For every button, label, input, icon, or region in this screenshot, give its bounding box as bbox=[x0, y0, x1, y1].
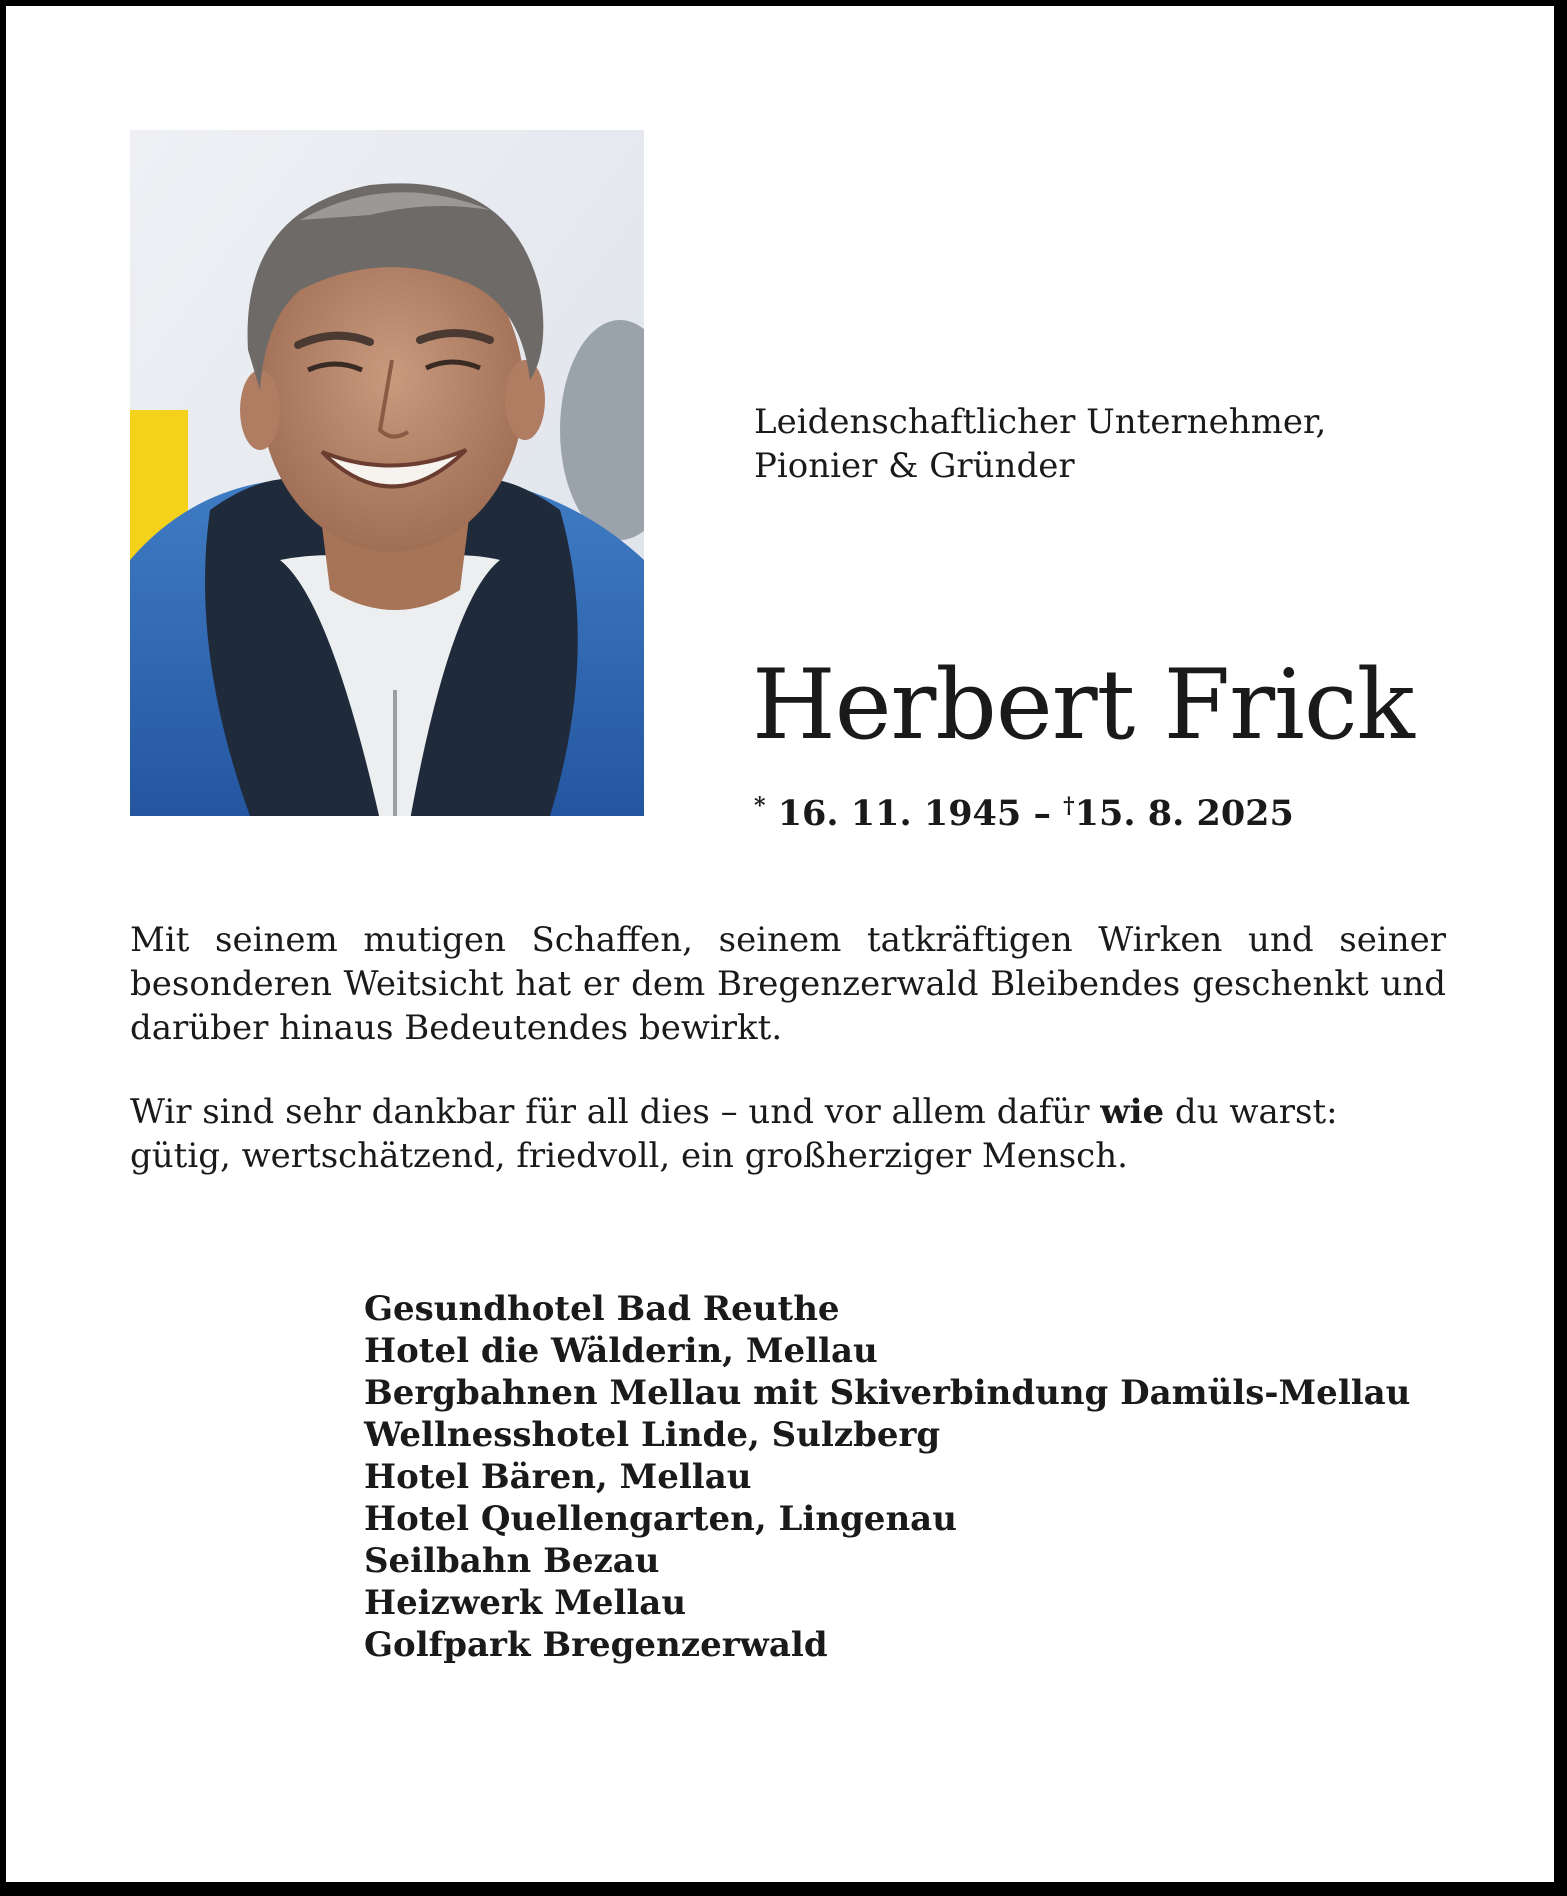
born-symbol: * bbox=[754, 793, 766, 819]
list-item: Golfpark Bregenzerwald bbox=[364, 1625, 828, 1665]
list-item: Gesundhotel Bad Reuthe bbox=[364, 1289, 840, 1329]
tribute-paragraph-2-end: du warst: gütig, wertschätzend, friedvoll, ein großherziger Mensch. bbox=[130, 1092, 1338, 1176]
list-item: Hotel Quellengarten, Lingenau bbox=[364, 1499, 957, 1539]
list-item: Heizwerk Mellau bbox=[364, 1583, 687, 1623]
tribute-emphasis: wie bbox=[1100, 1092, 1165, 1132]
life-dates bbox=[754, 784, 1294, 836]
subtitle-line-1: Leidenschaftlicher Unternehmer, bbox=[754, 402, 1327, 442]
tribute-text bbox=[130, 918, 1446, 1218]
list-item: Wellnesshotel Linde, Sulzberg bbox=[364, 1415, 941, 1455]
date-separator: – bbox=[1033, 793, 1051, 834]
died-symbol: † bbox=[1063, 793, 1075, 819]
portrait-photo bbox=[130, 130, 644, 816]
death-date: 15. 8. 2025 bbox=[1074, 793, 1294, 834]
tribute-paragraph-2 bbox=[130, 1090, 1446, 1178]
subtitle bbox=[754, 400, 1326, 488]
list-item: Hotel Bären, Mellau bbox=[364, 1457, 752, 1497]
list-item: Bergbahnen Mellau mit Skiverbindung Damüls-Mellau bbox=[364, 1373, 1411, 1413]
birth-date: 16. 11. 1945 bbox=[777, 793, 1022, 834]
deceased-name: Herbert Frick bbox=[752, 649, 1414, 761]
subtitle-line-2: Pionier & Gründer bbox=[754, 446, 1075, 486]
list-item: Seilbahn Bezau bbox=[364, 1541, 660, 1581]
list-item: Hotel die Wälderin, Mellau bbox=[364, 1331, 878, 1371]
tribute-paragraph-2-start: Wir sind sehr dankbar für all dies – und vor allem dafür bbox=[130, 1092, 1101, 1132]
works-list bbox=[364, 1288, 1410, 1666]
tribute-paragraph-1: Mit seinem mutigen Schaffen, seinem tatkräftigen Wirken und seiner besonderen Weitsicht hat er dem Bregenzerwald Bleibendes geschenkt und darüber hinaus Bedeutendes bewirkt. bbox=[130, 920, 1446, 1048]
obituary-page bbox=[6, 6, 1554, 1882]
